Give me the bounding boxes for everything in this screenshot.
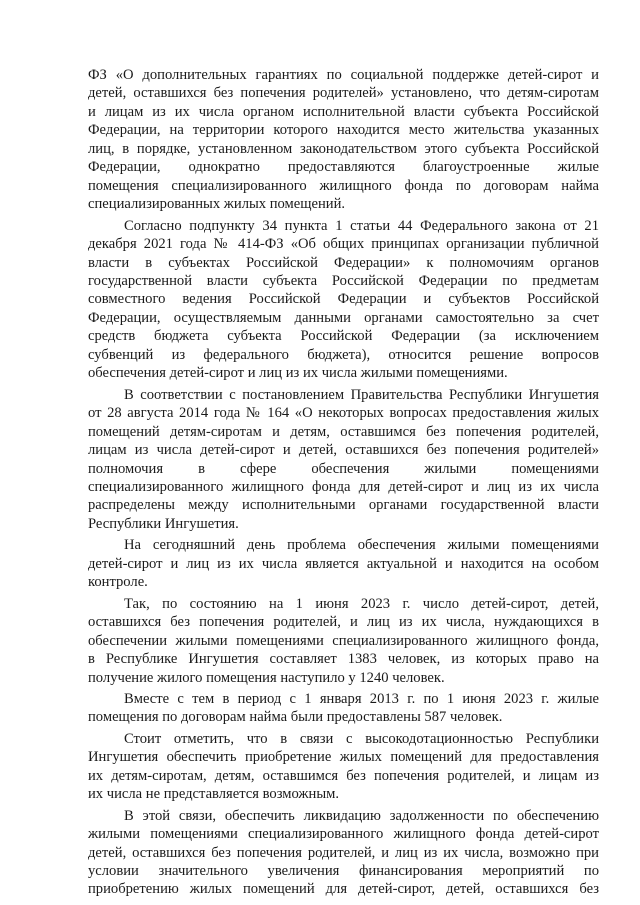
text-line: приобретению жилых помещений для детей-сирот, детей, оставшихся без xyxy=(88,881,599,898)
text-line: субвенций из федерального бюджета), относится решение вопросов xyxy=(88,346,599,363)
text-line: В этой связи, обеспечить ликвидацию задолженности по обеспечению xyxy=(124,807,599,824)
text-line: власти в субъектах Российской Федерации» к полномочиям органов xyxy=(88,254,599,271)
text-line: Вместе с тем в период с 1 января 2013 г. по 1 июня 2023 г. жилые xyxy=(124,690,599,707)
paragraph xyxy=(88,730,599,804)
paragraph xyxy=(88,386,599,534)
text-line: Федерации, осуществляемым данными органами самостоятельно за счет xyxy=(88,309,599,326)
text-line: Ингушетия обеспечить приобретение жилых помещений для предоставления xyxy=(88,749,599,766)
text-line: оставшихся без попечения родителей, и лиц из их числа, нуждающихся в xyxy=(88,614,599,631)
text-line: специализированных жилых помещений. xyxy=(88,196,346,213)
text-line: обеспечении жилыми помещениями специализированного жилищного фонда, xyxy=(88,632,599,649)
text-line: совместного ведения Российской Федерации и субъектов Российской xyxy=(88,291,599,308)
text-line: условии значительного увеличения финансирования мероприятий по xyxy=(88,863,599,880)
text-line: детей, оставшихся без попечения родителей» установлено, что детям-сиротам xyxy=(88,85,599,102)
text-line: жилыми помещениями специализированного жилищного фонда детей-сирот xyxy=(88,826,599,843)
text-line: Согласно подпункту 34 пункта 1 статьи 44 Федерального закона от 21 xyxy=(124,217,599,234)
text-line: Федерации, на территории которого находится место жительства указанных xyxy=(88,122,599,139)
document-page xyxy=(88,66,599,899)
paragraph xyxy=(88,536,599,591)
text-line: детей, оставшихся без попечения родителей, и лиц из их числа, возможно при xyxy=(88,844,599,861)
text-line: распределены между исполнительными органами государственной власти xyxy=(88,497,599,514)
text-line: контроле. xyxy=(88,574,148,591)
text-line: помещений детям-сиротам и детям, оставшимся без попечения родителей, xyxy=(88,423,599,440)
text-line: их детям-сиротам, детям, оставшимся без попечения родителей, и лицам из xyxy=(88,767,599,784)
text-line: специализированного жилищного фонда для детей-сирот и лиц из их числа xyxy=(88,478,599,495)
text-line: в Республике Ингушетия составляет 1383 человек, из которых право на xyxy=(88,651,599,668)
text-line: декабря 2021 года № 414-ФЗ «Об общих принципах организации публичной xyxy=(88,236,599,253)
text-line: В соответствии с постановлением Правительства Республики Ингушетия xyxy=(124,386,599,403)
text-line: детей-сирот и лиц из их числа является актуальной и находится на особом xyxy=(88,555,599,572)
paragraph xyxy=(88,66,599,214)
text-line: Стоит отметить, что в связи с высокодотационностью Республики xyxy=(124,730,599,747)
text-line: Федерации, однократно предоставляются благоустроенные жилые xyxy=(88,159,599,176)
text-line: получение жилого помещения наступило у 1240 человек. xyxy=(88,669,445,686)
text-line: Так, по состоянию на 1 июня 2023 г. число детей-сирот, детей, xyxy=(124,595,599,612)
text-line: и лицам из их числа органом исполнительной власти субъекта Российской xyxy=(88,103,599,120)
text-line: Республики Ингушетия. xyxy=(88,515,239,532)
paragraph xyxy=(88,595,599,687)
text-line: полномочия в сфере обеспечения жилыми помещениями xyxy=(88,460,599,477)
paragraph xyxy=(88,690,599,727)
paragraph xyxy=(88,807,599,899)
text-line: государственной власти субъекта Российской Федерации по предметам xyxy=(88,272,599,289)
text-line: помещения по договорам найма были предоставлены 587 человек. xyxy=(88,709,503,726)
text-line: помещения специализированного жилищного фонда по договорам найма xyxy=(88,177,599,194)
text-line: от 28 августа 2014 года № 164 «О некоторых вопросах предоставления жилых xyxy=(88,405,599,422)
text-line: обеспечения детей-сирот и лиц из их числа жилыми помещениями. xyxy=(88,365,508,382)
text-line: лиц, в порядке, установленном законодательством этого субъекта Российской xyxy=(88,140,599,157)
text-line: ФЗ «О дополнительных гарантиях по социальной поддержке детей-сирот и xyxy=(88,67,599,83)
text-line: их числа не представляется возможным. xyxy=(88,786,340,803)
paragraph xyxy=(88,217,599,383)
text-line: лицам из числа детей-сирот и детей, оставшихся без попечения родителей» xyxy=(88,442,599,459)
text-line: На сегодняшний день проблема обеспечения жилыми помещениями xyxy=(124,537,599,554)
text-line: средств бюджета субъекта Российской Федерации (за исключением xyxy=(88,328,599,345)
